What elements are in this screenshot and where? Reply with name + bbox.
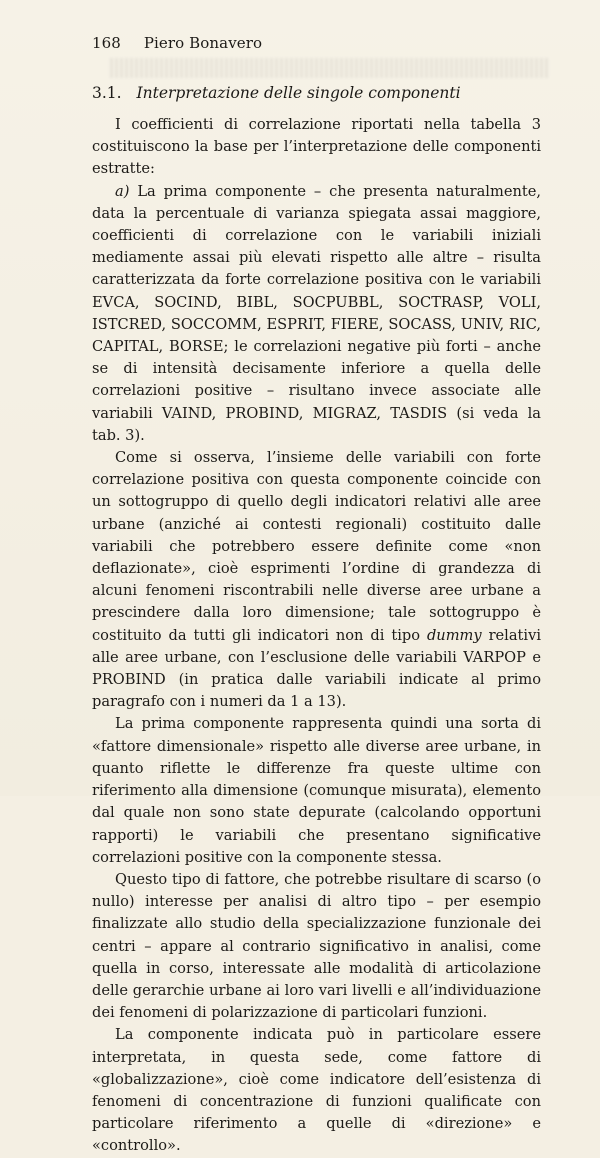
bleed-through-shadow — [110, 58, 550, 78]
paragraph-3-text-a: Come si osserva, l’insieme delle variabili con forte correlazione positiva con questa componente coincide con un sottogruppo di quello degli indicatori relativi alle aree urbane (anziché ai contesti regionali) costituito dalle variabili che potrebbero essere definite come «non deflazionate», cioè esprimenti l’ordine di grandezza di alcuni fenomeni riscontrabili nelle diverse aree urbane a prescindere dalla loro dimensione; tale sottogruppo è costituito da tutti gli indicatori non di tipo — [92, 449, 541, 644]
section-heading — [92, 84, 461, 102]
paragraph-3-text-b: relativi alle aree urbane, con l’esclusione delle variabili VARPOP e PROBIND (in pratica dalle variabili indicate al primo paragrafo con i numeri da 1 a 13). — [92, 626, 541, 711]
paragraph-3 — [92, 447, 541, 713]
paragraph-2 — [92, 181, 541, 447]
author-name: Piero Bonavero — [143, 34, 263, 52]
paragraph-4: La prima componente rappresenta quindi una sorta di «fattore dimensionale» rispetto alle diverse aree urbane, in quanto riflette le differenze fra queste ultime con riferimento alla dimensione (comunque misurata), elemento dal quale non sono state depurate (calcolando opportuni rapporti) le variabili che presentano significative correlazioni positive con la componente stessa. — [92, 715, 541, 866]
page-number: 168 — [92, 34, 121, 52]
section-number: 3.1. — [92, 84, 122, 102]
paragraph-5: Questo tipo di fattore, che potrebbe risultare di scarso (o nullo) interesse per analisi di altro tipo – per esempio finalizzate allo studio della specializzazione funzionale dei centri – appare al contrario significativo in analisi, come quella in corso, interessate alle modalità di articolazione delle gerarchie urbane ai loro vari livelli e all’individuazione dei fenomeni di polarizzazione di particolari funzioni. — [92, 870, 541, 1022]
paragraph-3-italic: dummy — [426, 626, 482, 644]
paragraph-6: La componente indicata può in particolare essere interpretata, in questa sede, come fattore di «globalizzazione», cioè come indicatore dell’esistenza di fenomeni di concentrazione di funzioni qualificate con particolare riferimento a quelle di «direzione» e «controllo». — [92, 1026, 541, 1155]
body-text — [92, 114, 541, 1158]
section-title: Interpretazione delle singole componenti — [136, 84, 461, 102]
running-header — [92, 34, 262, 52]
list-label-a: a) — [115, 182, 130, 200]
paragraph-1: I coefficienti di correlazione riportati nella tabella 3 costituiscono la base per l’interpretazione delle componenti estratte: — [92, 116, 541, 178]
paragraph-2-text: La prima componente – che presenta naturalmente, data la percentuale di varianza spiegata assai maggiore, coefficienti di correlazione con le variabili iniziali mediamente assai più elevati rispetto alle altre – risulta caratterizzata da forte correlazione positiva con le variabili EVCA, SOCIND, BIBL, SOCPUBBL, SOCTRASP, VOLI, ISTCRED, SOCCOMM, ESPRIT, FIERE, SOCASS, UNIV, RIC, CAPITAL, BORSE; le correlazioni negative più forti – anche se di intensità decisamente inferiore a quella delle correlazioni positive – risultano invece associate alle variabili VAIND, PROBIND, MIGRAZ, TASDIS (si veda la tab. 3). — [92, 182, 541, 444]
